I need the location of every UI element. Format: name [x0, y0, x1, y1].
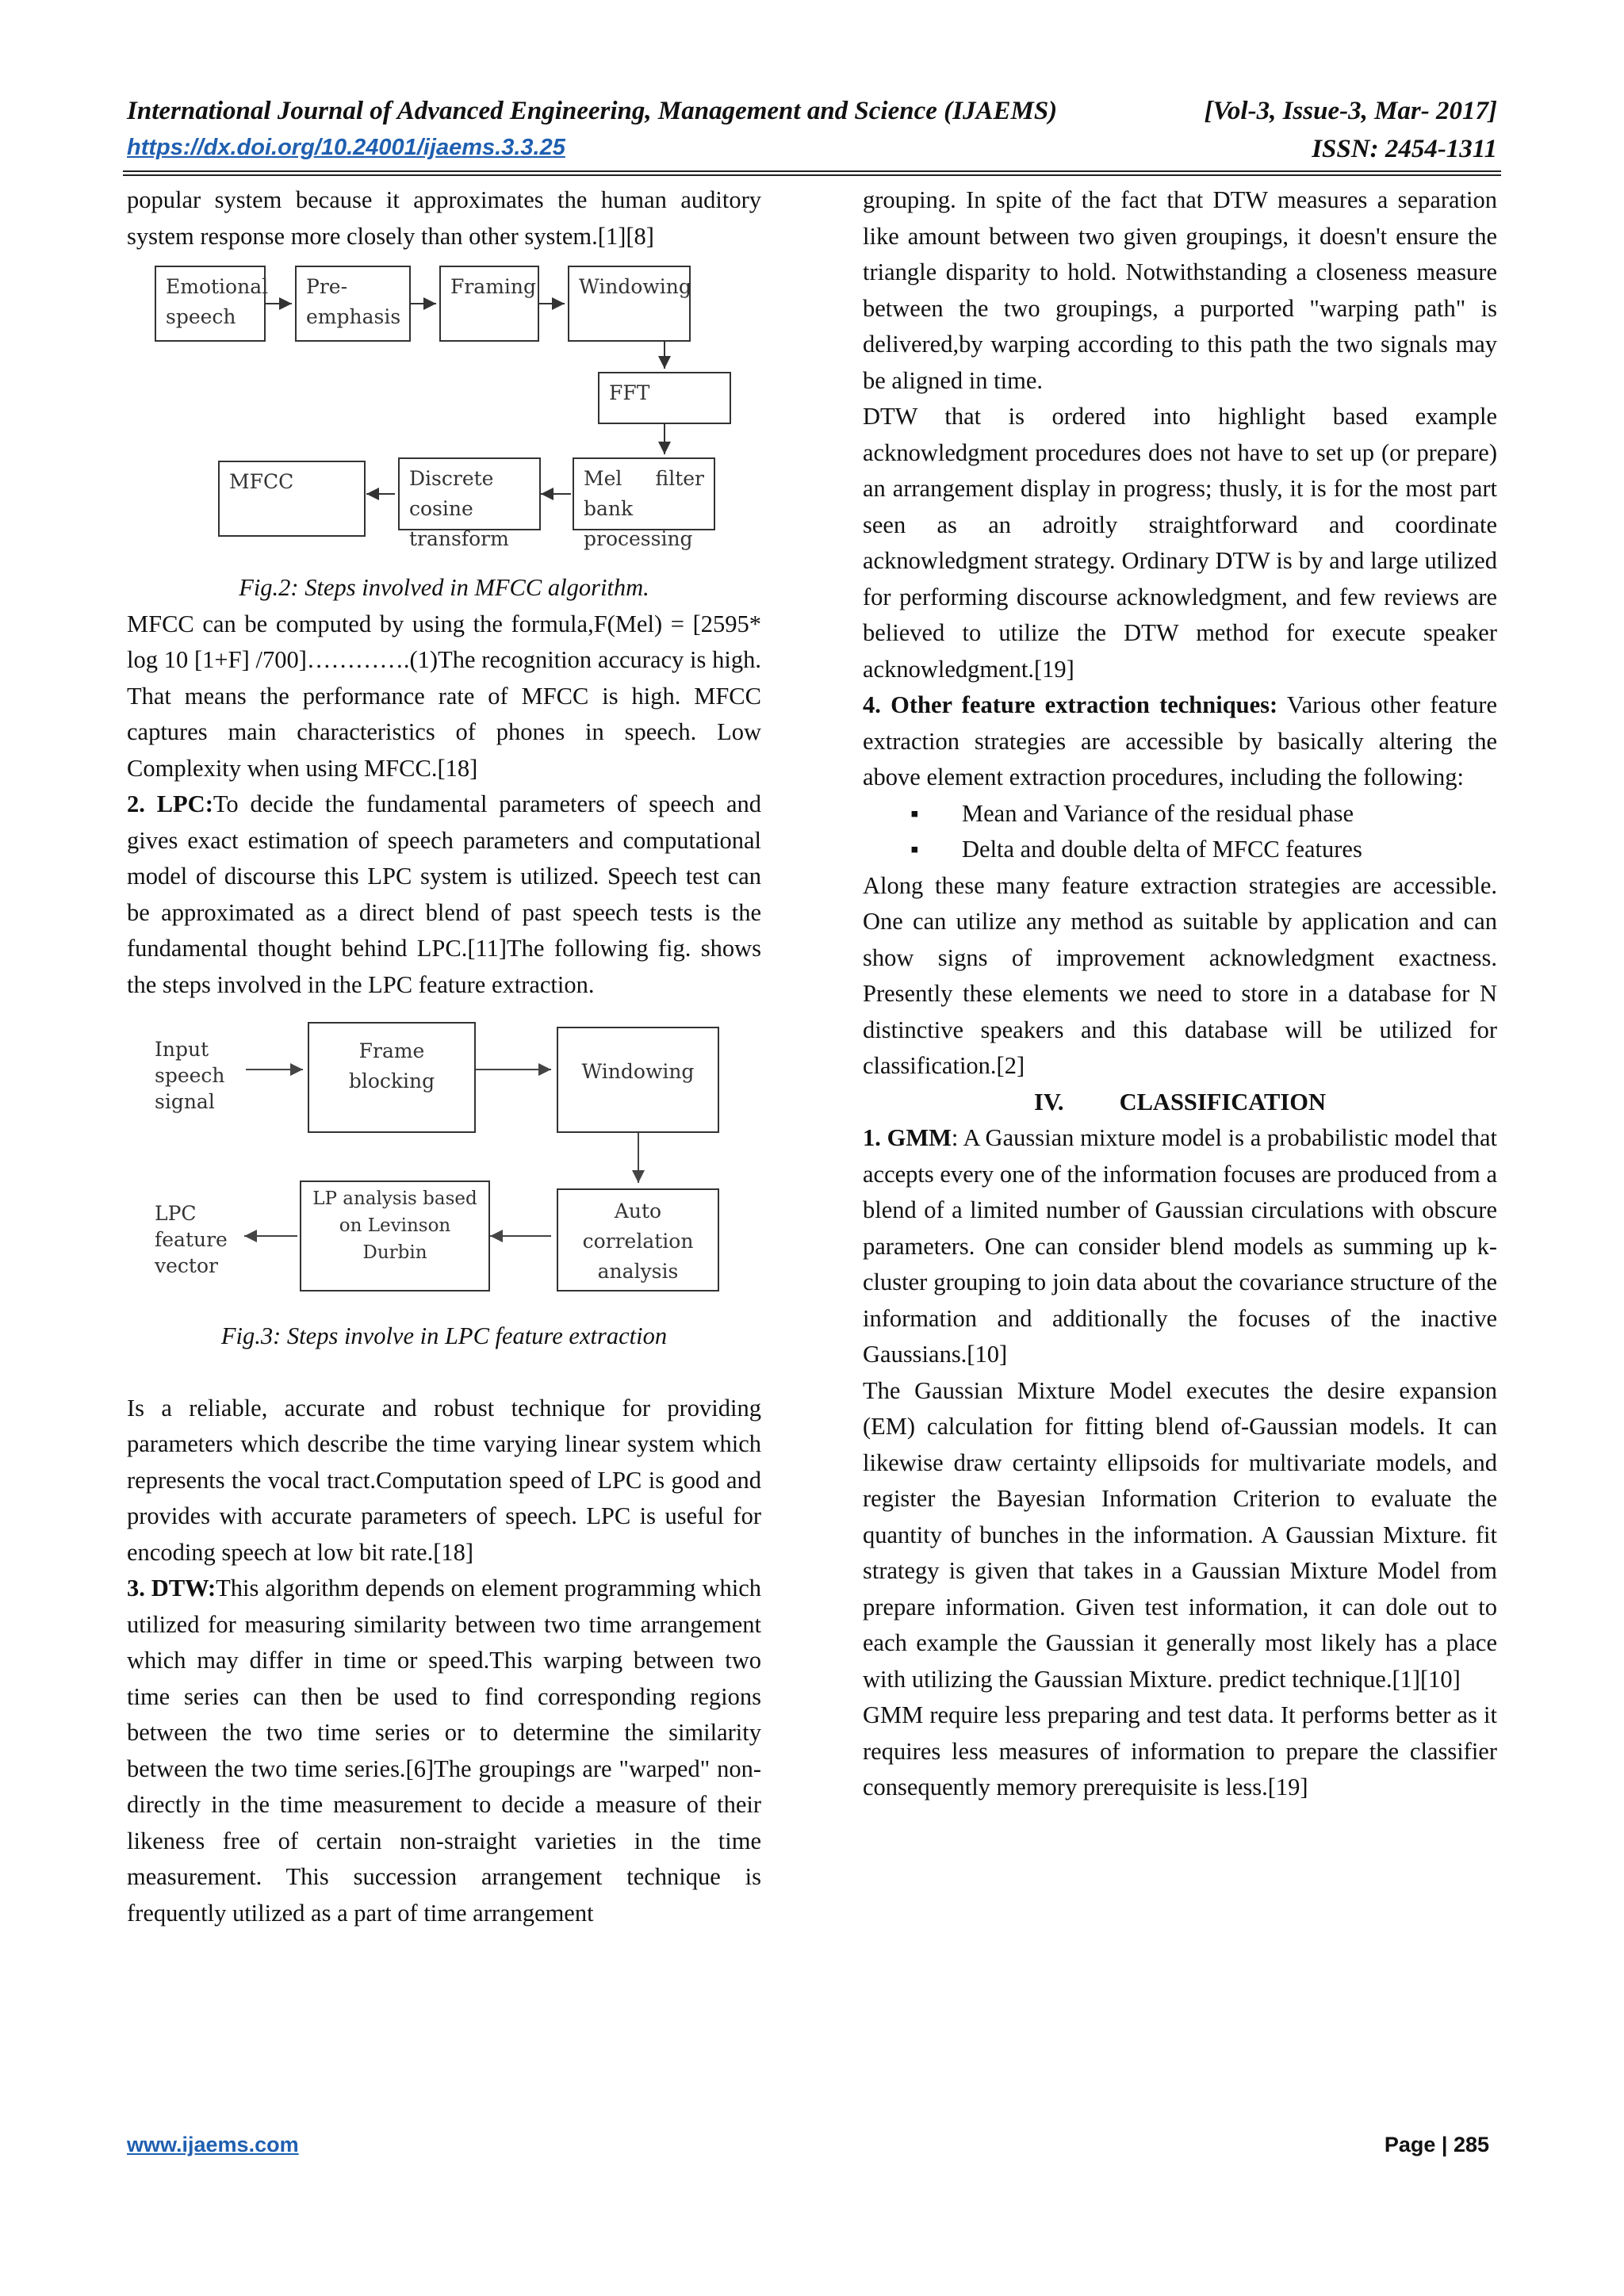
journal-title: International Journal of Advanced Engineering, Management and Science (IJAEMS) — [127, 97, 1058, 125]
lpc-text: To decide the fundamental parameters of speech and gives exact estimation of speech parameters and computational model of discourse this LPC system is utilized. Speech test can be approximated as a direct blend of past speech tests is the fundamental thought behind LPC.[11]The following fig. shows the steps involved in the LPC feature extraction. — [127, 790, 761, 998]
paragraph: Is a reliable, accurate and robust technique for providing parameters which describe the time varying linear system which represents the vocal tract.Computation speed of LPC is good and provides with accurate parameters of speech. LPC is useful for encoding speech at low bit rate.[18] — [127, 1394, 761, 1566]
dtw-label: 3. DTW: — [127, 1575, 216, 1601]
paragraph-gmm — [863, 1120, 1497, 1373]
box-lpc-windowing: Windowing — [557, 1027, 719, 1133]
paragraph: popular system because it approximates the human auditory system response more closely than other system.[1][8] — [127, 186, 761, 250]
box-frame-blocking: Frame blocking — [308, 1022, 476, 1133]
box-fft: FFT — [598, 372, 731, 424]
label-lpc-feature-vector: LPC feature vector — [155, 1202, 228, 1277]
box-mfcc: MFCC — [218, 461, 366, 537]
other-text: Various other feature extraction strategies are accessible by basically altering the above element extraction procedures, including the following: — [863, 691, 1498, 790]
gmm-label: 1. GMM — [863, 1124, 952, 1151]
paragraph: grouping. In spite of the fact that DTW measures a separation like amount between two given groupings, it doesn't ensure the triangle disparity to hold. Notwithstanding a closeness measure between the two groupings, a purported "warping path" is delivered,by warping according to this path the two signals may be aligned in time. — [863, 186, 1497, 394]
right-column — [863, 182, 1497, 1806]
gmm-text: : A Gaussian mixture model is a probabilistic model that accepts every one of the information focuses are produced from a blend of a limited number of Gaussian circulations with obscure parameters. One can consider blend models as summing up k-cluster grouping to join data about the covariance structure of the information and additionally the focuses of the inactive Gaussians.[10] — [863, 1124, 1497, 1368]
figure-lpc-steps — [127, 1022, 761, 1314]
box-framing: Framing — [439, 266, 539, 342]
left-column — [127, 182, 761, 1931]
paragraph-lpc — [127, 786, 761, 1003]
other-label: 4. Other feature extraction techniques: — [863, 691, 1278, 718]
issn: ISSN: 2454-1311 — [1312, 135, 1497, 163]
figure-caption: Fig.3: Steps involve in LPC feature extraction — [220, 1322, 668, 1349]
paragraph: The Gaussian Mixture Model executes the desire expansion (EM) calculation for fitting blend of-Gaussian models. It can likewise draw certainty ellipsoids for multivariate models, and register the Bayesian Information Criterion to evaluate the quantity of bunches in the information. A Gaussian Mixture. fit strategy is given that takes in a Gaussian Mixture Model from prepare information. Given test information, it can dole out to each example the Gaussian it generally most likely has a place with utilizing the Gaussian Mixture. predict technique.[1][10] — [863, 1376, 1497, 1693]
lpc-label: 2. LPC: — [127, 790, 213, 817]
box-windowing: Windowing — [568, 266, 691, 342]
figure-mfcc-steps — [127, 266, 761, 565]
box-mel-filter-bank: Mel filter bank processing — [573, 457, 715, 530]
paragraph: Along these many feature extraction strategies are accessible. One can utilize any method as suitable by application and can show signs of improvement acknowledgment exactness. Presently these elements we need to store in a database for N distinctive speakers and this database will be utilized for classification.[2] — [863, 871, 1497, 1079]
box-dct: Discrete cosine transform — [398, 457, 541, 530]
volume-info: [Vol-3, Issue-3, Mar- 2017] — [1204, 97, 1497, 125]
feature-list — [863, 796, 1497, 868]
box-auto-correlation: Auto correlation analysis — [557, 1188, 719, 1292]
section-title: CLASSIFICATION — [1119, 1088, 1327, 1115]
label-input-speech: Input speech signal — [155, 1038, 225, 1113]
box-emotional-speech: Emotional speech — [155, 266, 266, 342]
paragraph: MFCC can be computed by using the formula,F(Mel) = [2595* log 10 [1+F] /700]………….(1)The recognition accuracy is high. That means the performance rate of MFCC is high. MFCC captures main characteristics of phones in speech. Low Complexity when using MFCC.[18] — [127, 610, 761, 782]
list-item: ▪ Mean and Variance of the residual phase — [863, 796, 1497, 832]
paragraph-dtw — [127, 1571, 761, 1931]
header-rule — [123, 170, 1501, 176]
doi-link[interactable]: https://dx.doi.org/10.24001/ijaems.3.3.25 — [127, 135, 565, 160]
box-pre-emphasis: Pre-emphasis — [295, 266, 411, 342]
footer-url[interactable]: www.ijaems.com — [127, 2133, 299, 2156]
section-heading — [863, 1085, 1497, 1121]
paragraph: GMM require less preparing and test data. It performs better as it requires less measures of information to prepare the classifier consequently memory prerequisite is less.[19] — [863, 1701, 1497, 1800]
section-number: IV. — [1033, 1088, 1064, 1115]
figure-caption: Fig.2: Steps involved in MFCC algorithm. — [239, 574, 649, 601]
list-item: ▪ Delta and double delta of MFCC features — [863, 832, 1497, 868]
box-lp-analysis: LP analysis based on Levinson Durbin — [300, 1181, 490, 1292]
dtw-text: This algorithm depends on element programming which utilized for measuring similarity between two time arrangement which may differ in time or speed.This warping between two time series can then be used to find corresponding regions between the two time series or to determine the similarity between the two time series.[6]The groupings are "warped" non-directly in the time measurement to decide a measure of their likeness free of certain non-straight varieties in the time measurement. This succession arrangement technique is frequently utilized as a part of time arrangement — [127, 1575, 761, 1927]
page-number: Page | 285 — [1384, 2133, 1489, 2156]
paragraph: DTW that is ordered into highlight based example acknowledgment procedures does not have to set up (or prepare) an arrangement display in progress; thusly, it is for the most part seen as an adroitly straightforward and coordinate acknowledgment strategy. Ordinary DTW is by and large utilized for performing discourse acknowledgment, and few reviews are believed to utilize the DTW method for execute speaker acknowledgment.[19] — [863, 403, 1497, 683]
paragraph-other — [863, 687, 1497, 796]
